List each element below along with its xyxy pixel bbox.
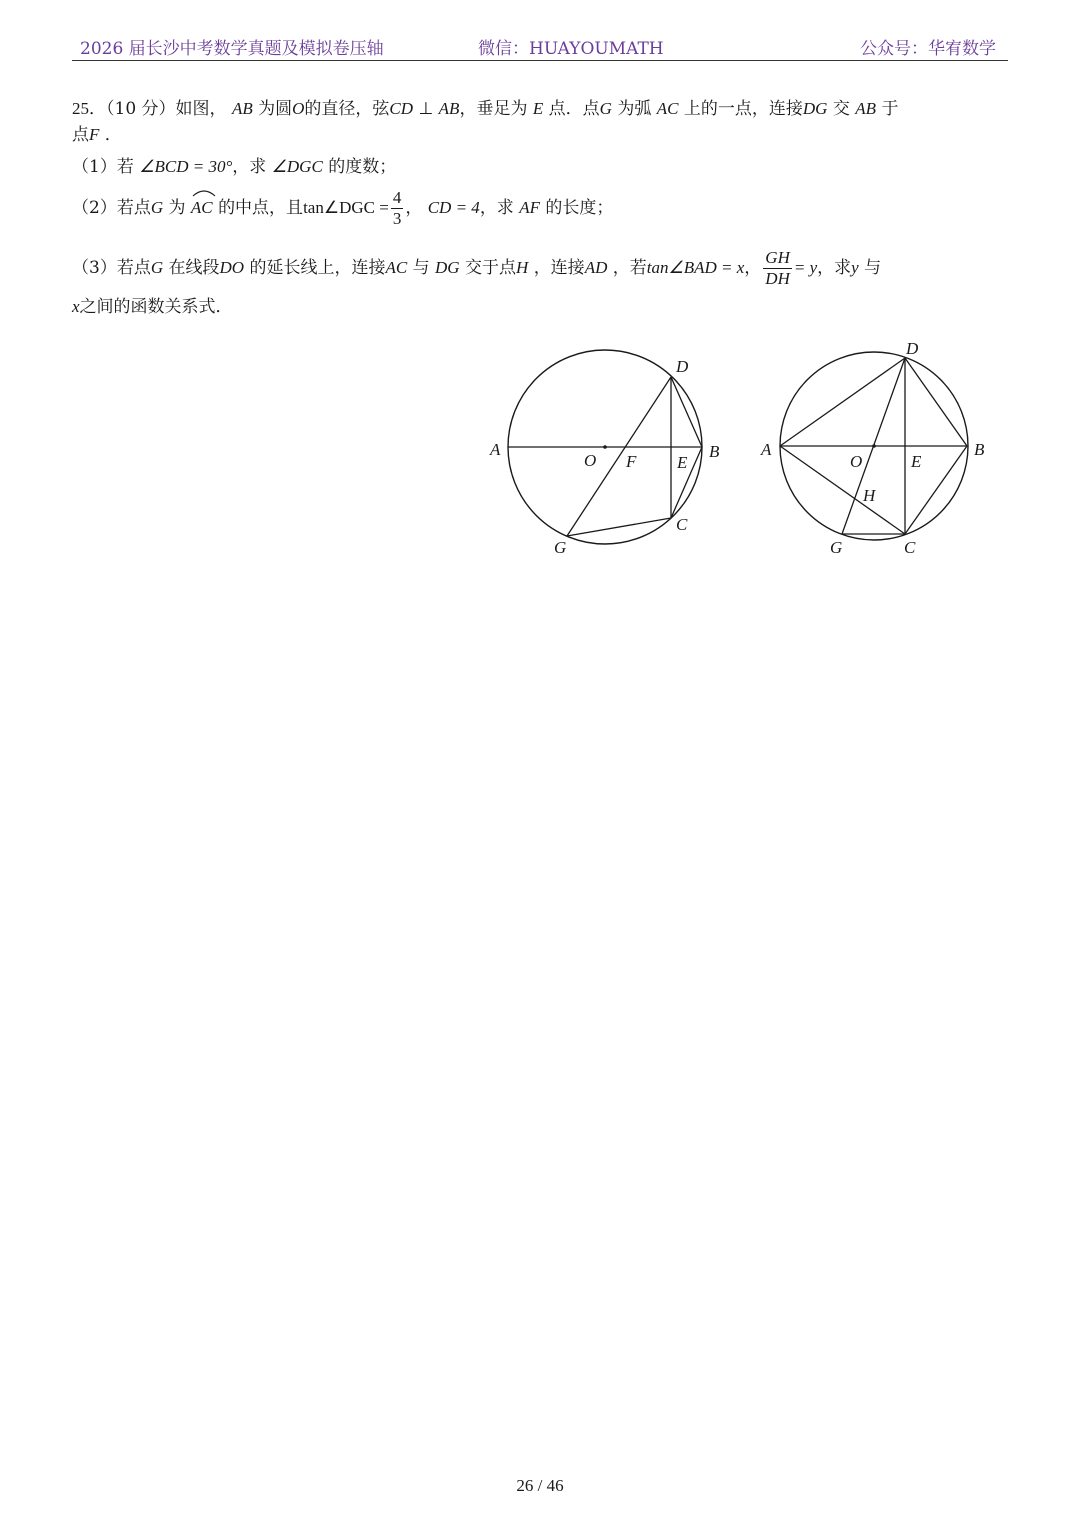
stem-ab: AB (855, 99, 877, 118)
q3-text: 在线段 (168, 258, 220, 278)
q2-text: ，求 (479, 198, 514, 218)
fig1-segment-gc (567, 518, 671, 536)
q3-fraction (763, 248, 792, 289)
problem-score: （10 分）如图， (106, 99, 227, 119)
q2-af: AF (519, 198, 540, 217)
fig2-label-c: C (904, 538, 916, 557)
q3-ac: AC (385, 258, 408, 277)
q2-arc-ac (191, 195, 213, 221)
q3-x: x (72, 297, 80, 316)
q3-do: DO (219, 258, 245, 277)
stem-text: 点．点 (548, 99, 600, 119)
q3-text: （3）若点 (72, 258, 151, 278)
stem-text: 上的一点，连接 (683, 99, 803, 119)
fig1-label-g: G (554, 538, 567, 557)
stem-text: 为弧 (617, 99, 652, 119)
q3-frac-num: GH (765, 248, 790, 267)
q2-frac-num: 4 (392, 188, 402, 207)
fig2-label-h: H (863, 486, 876, 505)
figure-1 (489, 350, 720, 557)
fig2-label-o: O (850, 452, 863, 471)
stem-text: 为圆 (258, 99, 293, 119)
fig1-center-dot (603, 445, 607, 449)
stem-e: E (532, 99, 544, 118)
q2-tan: tan∠DGC = (303, 198, 389, 217)
q3-text: ，连接 (533, 258, 585, 278)
fig2-label-d: D (906, 339, 919, 358)
q1-text: ，求 (232, 157, 267, 177)
q1-text: 的度数； (328, 157, 397, 177)
fig2-segment-ac (780, 446, 905, 534)
q2-ac: AC (190, 198, 213, 217)
question-3-line-2 (72, 294, 233, 320)
fig2-label-g: G (830, 538, 843, 557)
question-3 (72, 248, 881, 289)
q2-fraction (391, 188, 404, 229)
q3-text: 之间的函数关系式． (79, 297, 233, 317)
stem-f: F (89, 125, 100, 144)
fig1-label-o: O (584, 451, 597, 470)
problem-number: 25． (72, 99, 106, 118)
arc-mark (191, 187, 217, 197)
question-1 (72, 154, 396, 180)
q3-ad: AD (584, 258, 608, 277)
stem-text: 于 (881, 99, 899, 119)
q2-frac-den: 3 (392, 209, 402, 228)
q2-text: 为 (168, 198, 186, 218)
q3-text: ， (744, 258, 762, 278)
stem-text: ，垂足为 (459, 99, 528, 119)
q1-text: （1）若 (72, 157, 134, 177)
q2-text: ， (405, 198, 423, 218)
q2-g: G (150, 198, 164, 217)
q3-text: 与 (412, 258, 430, 278)
q3-text: 交于点 (465, 258, 516, 278)
stem-text: 点 (72, 125, 89, 145)
stem-text: 的直径，弦 (304, 99, 390, 119)
fig1-segment-dg (567, 377, 671, 536)
q2-text: （2）若点 (72, 198, 151, 218)
fig2-segment-ad (780, 358, 905, 446)
q3-text: ，若 (612, 258, 647, 278)
q1-angle-dgc: ∠DGC (271, 157, 323, 176)
q3-frac-den: DH (765, 269, 790, 288)
q2-cd: CD = 4 (427, 198, 480, 217)
fig2-label-e: E (911, 452, 922, 471)
stem-perp: ⊥ (418, 99, 434, 118)
stem-ab: AB (438, 99, 460, 118)
fig1-label-c: C (676, 515, 688, 534)
stem-text: ． (104, 125, 122, 145)
fig1-label-d: D (676, 357, 689, 376)
header-account: 公众号：华宥数学 (860, 39, 996, 59)
fig1-label-f: F (626, 452, 637, 471)
fig1-segment-db (671, 377, 702, 447)
q3-dg: DG (435, 258, 460, 277)
q3-g: G (150, 258, 164, 277)
fig1-label-b: B (709, 442, 720, 461)
q3-text: 与 (864, 258, 882, 278)
page-header (72, 32, 1008, 61)
q3-h: H (516, 258, 529, 277)
stem-text: 交 (832, 99, 850, 119)
fig1-label-a: A (490, 440, 501, 459)
q2-text: 的长度； (545, 198, 614, 218)
header-wechat: 微信：HUAYOUMATH (478, 39, 664, 59)
geometry-figures (480, 330, 1010, 570)
fig1-label-e: E (677, 453, 688, 472)
q3-eq-y: = y (793, 258, 818, 277)
page-number: 26 / 46 (516, 1476, 564, 1495)
figure-2 (760, 339, 985, 557)
q1-angle-bcd: ∠BCD = 30° (139, 157, 233, 176)
stem-g: G (599, 99, 612, 118)
stem-o: O (292, 99, 305, 118)
problem-stem-line-1 (72, 96, 898, 122)
fig2-label-a: A (761, 440, 772, 459)
question-2 (72, 188, 613, 229)
q3-text: ，求 (817, 258, 852, 278)
fig2-label-b: B (974, 440, 985, 459)
q3-y: y (851, 258, 859, 277)
q3-tan: tan∠BAD = x (646, 258, 745, 277)
stem-ac: AC (656, 99, 679, 118)
stem-cd: CD (389, 99, 414, 118)
q2-text: 的中点，且 (218, 198, 304, 218)
header-book-title: 2026 届长沙中考数学真题及模拟卷压轴 (80, 39, 384, 59)
stem-ab: AB (231, 99, 253, 118)
stem-dg: DG (802, 99, 828, 118)
problem-stem-line-2 (72, 122, 122, 148)
q3-text: 的延长线上，连接 (249, 258, 386, 278)
